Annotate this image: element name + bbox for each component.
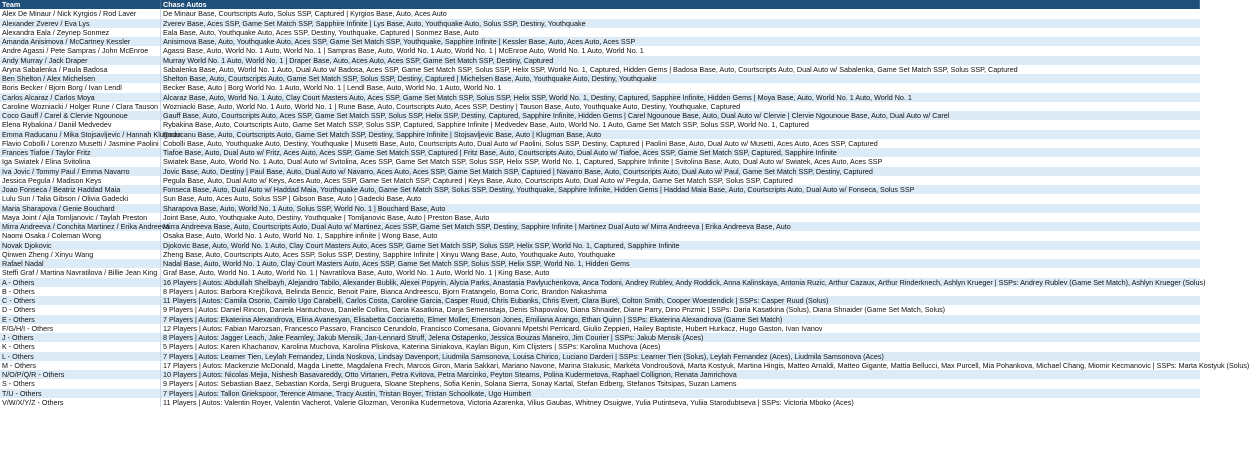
table-row [0, 315, 1200, 324]
table-row [0, 148, 1200, 157]
team-cell[interactable]: Maya Joint / Ajla Tomljanovic / Taylah Preston [0, 213, 161, 222]
chase-autos-cell[interactable]: Nadal Base, Auto, World No. 1 Auto, Clay Court Masters Auto, Aces SSP, Game Set Match SSP, Solus SSP, Helix SSP, World No. 1, Hidden Gems [163, 259, 630, 268]
chase-autos-cell[interactable]: Graf Base, Auto, World No. 1 Auto, World No. 1 | Navratilova Base, Auto, World No. 1 Auto, World No. 1 | King Base, Auto [163, 268, 550, 278]
column-header-chase-autos[interactable]: Chase Autos [161, 0, 1200, 9]
chase-autos-cell[interactable]: 11 Players | Autos: Valentin Royer, Valentin Vacherot, Valerie Glozman, Veronika Kudermetova, Victoria Azarenka, Vilius Gaubas, Whitney Osuigwe, Yulia Putintseva, Yuliia Starodubtseva | SSPs: Victoria Mboko (Aces) [163, 397, 854, 407]
table-row [0, 324, 1200, 333]
team-cell[interactable]: Elena Rybakina / Daniil Medvedev [0, 120, 161, 129]
header-row [0, 0, 1200, 9]
team-cell[interactable]: Alex De Minaur / Nick Kyrgios / Rod Laver [0, 9, 161, 18]
team-cell[interactable]: Naomi Osaka / Coleman Wong [0, 231, 161, 240]
chase-autos-cell[interactable]: Jovic Base, Auto, Destiny | Paul Base, Auto, Dual Auto w/ Navarro, Aces Auto, Aces SSP, Game Set Match SSP, Captured | Navarro Base, Auto, Courtscripts Auto, Dual Auto w/ Paul, Game Set Match SSP, Destiny, Captured [163, 166, 873, 176]
team-cell[interactable]: Boris Becker / Bjorn Borg / Ivan Lendl [0, 83, 161, 92]
team-cell[interactable]: Jessica Pegula / Madison Keys [0, 176, 161, 185]
team-cell[interactable]: Emma Raducanu / Mika Stojsavljevic / Hannah Klugman [2, 129, 182, 139]
table-row [0, 213, 1200, 222]
table-row [0, 250, 1200, 259]
chase-autos-cell[interactable]: Rybakina Base, Auto, Courtscripts Auto, Game Set Match SSP, Solus SSP, Captured, Sapphire Infinite | Medvedev Base, Auto, World No. 1 Auto, Game Set Match SSP, Solus SSP, World No. 1, Captured [163, 120, 809, 130]
table-row [0, 342, 1200, 351]
chase-autos-cell[interactable]: Murray World No. 1 Auto, World No. 1 | Draper Base, Auto, Aces Auto, Aces SSP, Game Set Match SSP, Destiny, Captured [163, 55, 554, 65]
table-row [0, 102, 1200, 111]
chase-autos-cell[interactable]: 9 Players | Autos: Sebastian Baez, Sebastian Korda, Sergi Bruguera, Sloane Stephens, Sofia Kenin, Solana Sierra, Sonay Kartal, Stefan Edberg, Stefanos Tsitsipas, Suzan Lamens [163, 379, 737, 389]
chase-autos-cell[interactable]: Sun Base, Auto, Aces Auto, Solus SSP | Gibson Base, Auto | Gadecki Base, Auto [163, 194, 422, 204]
team-cell[interactable]: Alexandra Eala / Zeynep Sonmez [0, 28, 161, 37]
table-row [0, 74, 1200, 83]
team-cell[interactable]: Frances Tiafoe / Taylor Fritz [0, 148, 161, 157]
team-cell[interactable]: A - Others [0, 278, 161, 287]
chase-autos-cell[interactable]: 7 Players | Autos: Tallon Griekspoor, Terence Atmane, Tracy Austin, Tristan Boyer, Tristan Schoolkate, Ugo Humbert [163, 388, 531, 398]
team-cell[interactable]: Novak Djokovic [0, 241, 161, 250]
chase-autos-cell[interactable]: Pegula Base, Auto, Dual Auto w/ Keys, Aces Auto, Aces SSP, Game Set Match SSP, Captured | Keys Base, Auto, Courtscripts Auto, Dual Auto w/ Pegula, Game Set Match SSP, Solus SSP, Captured [163, 175, 793, 185]
table-row [0, 130, 1200, 139]
table-row [0, 277, 1206, 287]
chase-autos-cell[interactable]: Cobolli Base, Auto, Youthquake Auto, Destiny, Youthquake | Musetti Base, Auto, Courtscripts Auto, Dual Auto w/ Paolini, Solus SSP, Destiny, Captured | Paolini Base, Auto, Dual Auto w/ Musetti, Aces Auto, Aces SSP, Captured [163, 138, 878, 148]
table-row [0, 46, 1200, 55]
chase-autos-cell[interactable]: 10 Players | Autos: Nicolas Mejia, Nishesh Basavareddy, Otto Virtanen, Petra Kvitova, Petra Marcinko, Peyton Stearns, Polina Kudermetova, Raphael Collignon, Renata Jamrichova [163, 370, 737, 379]
chase-autos-cell[interactable]: Osaka Base, Auto, World No. 1 Auto, World No. 1, Sapphire infinite | Wong Base, Auto [163, 231, 438, 241]
team-cell[interactable]: Qinwen Zheng / Xinyu Wang [0, 250, 161, 259]
table-row [0, 231, 1200, 240]
table-row [0, 185, 1200, 194]
chase-autos-cell[interactable]: 5 Players | Autos: Karen Khachanov, Karolina Muchova, Karolina Pliskova, Katerina Siniakova, Kaylan Bigun, Kim Clijsters | SSPs: Karolina Muchova (Aces) [163, 342, 661, 352]
team-cell[interactable]: Flavio Cobolli / Lorenzo Musetti / Jasmine Paolini [0, 139, 161, 148]
table-row [0, 19, 1200, 28]
table-row [0, 360, 1249, 370]
team-cell[interactable]: J - Others [0, 333, 161, 342]
table-row [0, 176, 1200, 185]
table-row [0, 28, 1200, 37]
chase-autos-cell[interactable]: Wozniacki Base, Auto, World No. 1 Auto, World No. 1 | Rune Base, Auto, Courtscripts Auto, Aces SSP, Destiny | Tauson Base, Auto, Youthquake Auto, Destiny, Youthquake, Captured [163, 101, 741, 111]
chase-autos-cell[interactable]: Zheng Base, Auto, Courtscripts Auto, Aces SSP, Solus SSP, Destiny, Sapphire Infinite | Xinyu Wang Base, Auto, Youthquake Auto, Youthquake [163, 249, 616, 259]
table-row [0, 296, 1200, 305]
table-row [0, 93, 1200, 102]
table-row [0, 111, 1200, 120]
team-cell[interactable]: T/U - Others [0, 389, 161, 398]
table-row [0, 352, 1200, 361]
team-cell[interactable]: Alexander Zverev / Eva Lys [0, 19, 161, 28]
chase-autos-cell[interactable]: Shelton Base, Auto, Courtscripts Auto, Game Set Match SSP, Solus SSP, Destiny, Captured | Michelsen Base, Auto, Youthquake Auto, Destiny, Youthquake [163, 74, 657, 83]
team-cell[interactable]: Rafael Nadal [0, 259, 161, 268]
team-cell[interactable]: D - Others [0, 305, 161, 314]
team-cell[interactable]: Mirra Andreeva / Conchita Martinez / Erika Andreeva [2, 222, 170, 231]
column-header-team[interactable]: Team [0, 0, 161, 9]
chase-autos-cell[interactable]: 8 Players | Autos: Jagger Leach, Jake Fearnley, Jakub Mensik, Jan-Lennard Struff, Jelena Ostapenko, Jessica Bouzas Maneiro, Jim Courier | SSPs: Jakub Mensik (Aces) [163, 333, 704, 342]
table-row [0, 83, 1200, 92]
team-cell[interactable]: M - Others [0, 361, 161, 370]
team-cell[interactable]: Carlos Alcaraz / Carlos Moya [0, 93, 161, 102]
table-body [0, 9, 1249, 407]
team-cell[interactable]: S - Others [0, 379, 161, 388]
table-row [0, 37, 1200, 46]
chase-autos-cell[interactable]: Gauff Base, Auto, Courtscripts Auto, Aces SSP, Game Set Match SSP, Solus SSP, Helix SSP, Destiny, Captured, Sapphire Infinite, Hidden Gems | Carel Ngounoue Base, Auto, Dual Auto w/ Clervie | Clervie Ngounoue Base, Auto, Dual Auto w/ Carel [163, 111, 950, 120]
chase-autos-cell[interactable]: Djokovic Base, Auto, World No. 1 Auto, Clay Court Masters Auto, Aces SSP, Game Set Match SSP, Solus SSP, Helix SSP, World No. 1, Captured, Sapphire Infinite [163, 240, 680, 250]
chase-autos-cell[interactable]: Eala Base, Auto, Youthquake Auto, Aces SSP, Destiny, Youthquake, Captured | Sonmez Base, Auto [163, 27, 479, 37]
chase-autos-cell[interactable]: 12 Players | Autos: Fabian Marozsan, Francesco Passaro, Francisco Cerundolo, Francisco Comesana, Giovanni Mpetshi Perricard, Giulio Zeppieri, Hailey Baptiste, Hubert Hurkacz, Hugo Gaston, Ivan Ivanov [163, 323, 823, 333]
chase-autos-cell[interactable]: Agassi Base, Auto, World No. 1 Auto, World No. 1 | Sampras Base, Auto, World No. 1 Auto, World No. 1 | McEnroe Auto, World No. 1 Auto, World No. 1 [163, 46, 644, 56]
table-row [0, 287, 1200, 296]
team-cell[interactable]: Coco Gauff / Carel & Clervie Ngounoue [0, 111, 161, 120]
table-row [0, 204, 1200, 213]
table-row [0, 65, 1200, 74]
team-cell[interactable]: L - Others [0, 352, 161, 361]
team-cell[interactable]: Andy Murray / Jack Draper [0, 56, 161, 65]
team-cell[interactable]: N/O/P/Q/R - Others [0, 370, 161, 379]
chase-autos-cell[interactable]: 7 Players | Autos: Learner Tien, Leylah Fernandez, Linda Noskova, Lindsay Davenport, Liudmila Samsonova, Louisa Chirico, Luciano Darderi | SSPs: Learner Tien (Solus), Leylah Fernandez (Aces), Liudmila Samsonova (Aces) [163, 351, 884, 361]
chase-autos-cell[interactable]: Zverev Base, Aces SSP, Game Set Match SSP, Sapphire Infinite | Lys Base, Auto, Youthquake Auto, Solus SSP, Destiny, Youthquake [163, 18, 586, 28]
team-cell[interactable]: F/G/H/I - Others [0, 324, 161, 333]
chase-autos-cell[interactable]: Fonseca Base, Auto, Dual Auto w/ Haddad Maia, Youthquake Auto, Game Set Match SSP, Solus SSP, Destiny, Youthquake, Sapphire Infinite, Hidden Gems | Haddad Maia Base, Auto, Courtscripts Auto, Dual Auto w/ Fonseca, Solus SSP [163, 185, 915, 194]
team-cell[interactable]: Maria Sharapova / Genie Bouchard [0, 204, 161, 213]
chase-autos-cell[interactable]: 17 Players | Autos: Mackenzie McDonald, Magda Linette, Magdalena Frech, Marcos Giron, Maria Sakkari, Mariano Navone, Marina Stakusic, Markéta Vondroušová, Marta Kostyuk, Martina Hingis, Matteo Arnaldi, Matteo Gigante, Mattia Bellucci, Max Purcell, Mia Pohankova, Michael Chang, Miomir Kecmanovic | SSPs: Marta Kostyuk (Solus) [163, 360, 1249, 370]
chase-autos-cell[interactable]: Alcaraz Base, Auto, World No. 1 Auto, Clay Court Masters Auto, Aces SSP, Game Set Match SSP, Solus SSP, Helix SSP, World No. 1, Destiny, Captured, Sapphire Infinite, Hidden Gems | Moya Base, Auto, World No. 1 Auto, World No. 1 [163, 92, 912, 102]
chase-autos-cell[interactable]: Becker Base, Auto | Borg World No. 1 Auto, World No. 1 | Lendl Base, Auto, World No. 1 Auto, World No. 1 [163, 83, 502, 93]
chase-autos-cell[interactable]: Joint Base, Auto, Youthquake Auto, Destiny, Youthquake | Tomljanovic Base, Auto | Preston Base, Auto [163, 212, 490, 222]
table-row [0, 139, 1200, 148]
chase-autos-cell[interactable]: De Minaur Base, Courtscripts Auto, Solus SSP, Captured | Kyrgios Base, Auto, Aces Auto [163, 9, 447, 19]
table-row [0, 194, 1200, 203]
chase-autos-cell[interactable]: 8 Players | Autos: Barbora Krejčíková, Belinda Bencic, Benoit Paire, Bianca Andreescu, Bjorn Fratangelo, Borna Coric, Brandon Nakashima [163, 286, 607, 296]
chase-autos-cell[interactable]: Raducanu Base, Auto, Courtscripts Auto, Game Set Match SSP, Destiny, Sapphire Infinite | Stojsavljevic Base, Auto | Klugman Base, Auto [163, 129, 602, 139]
table-row [0, 157, 1200, 166]
table-row [0, 56, 1200, 65]
table-row [0, 333, 1200, 342]
table-row [0, 9, 1200, 18]
chase-autos-cell[interactable]: Tiafoe Base, Auto, Dual Auto w/ Fritz, Aces Auto, Aces SSP, Game Set Match SSP, Captured | Fritz Base, Auto, Courtscripts Auto, Dual Auto w/ Tiafoe, Aces SSP, Game Set Match SSP, Captured, Sapphire Infinite [163, 148, 837, 157]
table-row [0, 305, 1200, 314]
team-cell[interactable]: Iga Swiatek / Elina Svitolina [0, 157, 161, 166]
chase-autos-cell[interactable]: Anisimova Base, Auto, Youthquake Auto, Aces SSP, Game Set Match SSP, Youthquake, Sapphire Infinite | Kessler Base, Auto, Aces Auto, Aces SSP [163, 37, 636, 46]
team-cell[interactable]: Caroline Wozniacki / Holger Rune / Clara Tauson [0, 102, 161, 111]
team-cell[interactable]: Amanda Anisimova / McCartney Kessler [0, 37, 161, 46]
chase-autos-cell[interactable]: Mirra Andreeva Base, Auto, Courtscripts Auto, Dual Auto w/ Martinez, Aces SSP, Game Set Match SSP, Destiny, Sapphire Infinite | Martinez Dual Auto w/ Mirra Andreeva | Erika Andreeva Base, Auto [163, 222, 791, 231]
chase-autos-cell[interactable]: 16 Players | Autos: Abdullah Shelbayh, Alejandro Tabilo, Alexander Bublik, Alexei Popyrin, Alycia Parks, Anastasia Pavlyuchenkova, Anca Todoni, Andrey Rublev, Andy Roddick, Anna Kalinskaya, Antonia Ruzic, Arthur Cazaux, Arthur Rinderknech, Ashlyn Krueger | SSPs: Andrey Rublev (Game Set Match), Ashlyn Krueger (Solus) [163, 277, 1206, 287]
chase-autos-cell[interactable]: 9 Players | Autos: Daniel Rincon, Daniela Hantuchova, Danielle Collins, Daria Kasatkina, Darja Semenistaja, Denis Shapovalov, Diana Shnaider, Diane Parry, Dino Prizmic | SSPs: Daria Kasatkina (Solus), Diana Shnaider (Game Set Match, Solus) [163, 305, 946, 315]
chase-autos-cell[interactable]: Sabalenka Base, Auto, World No. 1 Auto, Dual Auto w/ Badosa, Aces SSP, Game Set Match SSP, Solus SSP, Helix SSP, World No. 1, Captured, Hidden Gems | Badosa Base, Auto, Courtscripts Auto, Dual Auto w/ Sabalenka, Game Set Match SSP, Solus SSP, Captured [163, 64, 1018, 74]
team-cell[interactable]: Joao Fonseca / Beatriz Haddad Maia [0, 185, 161, 194]
team-cell[interactable]: V/W/X/Y/Z - Others [0, 398, 161, 407]
team-cell[interactable]: Aryna Sabalenka / Paula Badosa [0, 65, 161, 74]
team-cell[interactable]: Lulu Sun / Talia Gibson / Olivia Gadecki [0, 194, 161, 203]
team-cell[interactable]: C - Others [0, 296, 161, 305]
team-cell[interactable]: Steffi Graf / Martina Navratilova / Billie Jean King [0, 268, 161, 277]
table-row [0, 389, 1200, 398]
chase-autos-cell[interactable]: Sharapova Base, Auto, World No. 1 Auto, Solus SSP, World No. 1 | Bouchard Base, Auto [163, 203, 446, 213]
table-row [0, 370, 1200, 379]
team-cell[interactable]: Ben Shelton / Alex Michelsen [0, 74, 161, 83]
table-row [0, 241, 1200, 250]
chase-autos-cell[interactable]: 11 Players | Autos: Camila Osorio, Camilo Ugo Carabelli, Carlos Costa, Caroline Garcia, Casper Ruud, Chris Eubanks, Chris Evert, Clara Burel, Colton Smith, Cooper Woestendick | SSPs: Casper Ruud (Solus) [163, 296, 829, 305]
team-cell[interactable]: Iva Jovic / Tommy Paul / Emma Navarro [0, 167, 161, 176]
table-row [0, 259, 1200, 268]
chase-autos-cell[interactable]: 7 Players | Autos: Ekaterina Alexandrova, Elina Avanesyan, Elisabetta Cocciaretto, Elmer Moller, Emerson Jones, Emiliana Arango, Ethan Quinn | SSPs: Ekaterina Alexandrova (Game Set Match) [163, 314, 783, 324]
team-cell[interactable]: Andre Agassi / Pete Sampras / John McEnroe [0, 46, 161, 55]
chase-autos-cell[interactable]: Swiatek Base, Auto, World No. 1 Auto, Dual Auto w/ Svitolina, Aces SSP, Game Set Match SSP, Solus SSP, Helix SSP, World No. 1, Captured, Sapphire Infinite | Svitolina Base, Auto, Dual Auto w/ Swiatek, Aces Auto, Aces SSP [163, 157, 883, 167]
table-row [0, 379, 1200, 388]
table-row [0, 398, 1200, 407]
team-cell[interactable]: E - Others [0, 315, 161, 324]
table-row [0, 222, 1200, 231]
table-row [0, 167, 1200, 176]
team-cell[interactable]: K - Others [0, 342, 161, 351]
team-cell[interactable]: B - Others [0, 287, 161, 296]
table-row [0, 268, 1200, 277]
table-row [0, 120, 1200, 129]
